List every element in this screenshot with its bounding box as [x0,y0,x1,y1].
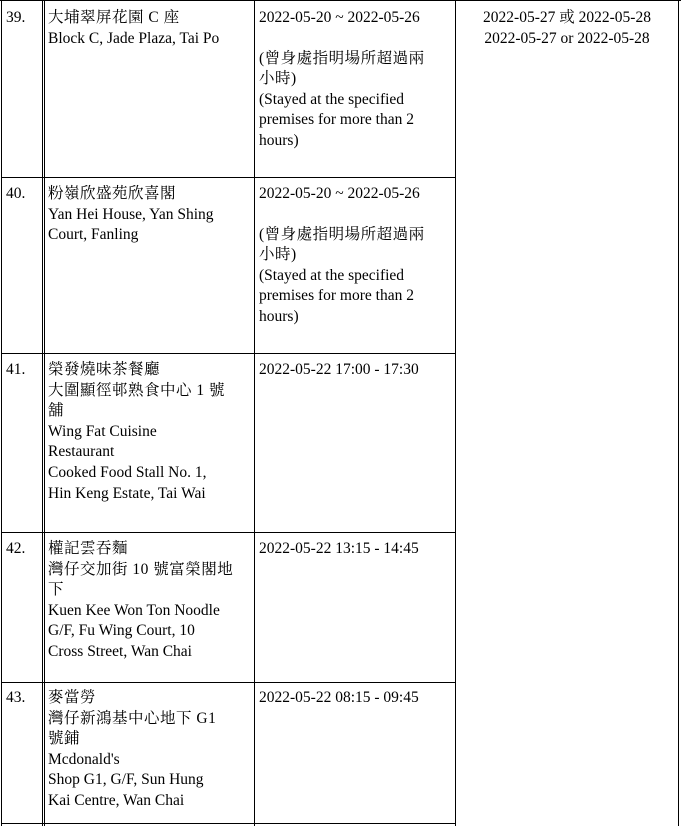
stay-note-en: premises for more than 2 [259,287,414,305]
location-name-zh: 大埔翠屏花園 C 座 [48,9,180,26]
location-name-zh: 榮發燒味茶餐廳 [48,361,161,378]
table-border-top [0,0,681,1]
location-cell [48,8,251,49]
location-name-en: Court, Fanling [48,226,139,244]
location-name-en: Wing Fat Cuisine [48,422,157,440]
location-address-zh: 大圍顯徑邨熟食中心 1 號 [48,381,226,399]
location-cell [48,539,251,663]
table-border-left [1,0,2,826]
location-name-en: Kuen Kee Won Ton Noodle [48,601,220,619]
visit-date: 2022-05-20 ~ 2022-05-26 [259,185,420,202]
location-name-zh: 麥當勞 [48,689,97,706]
row-number: 42. [6,540,26,557]
row-number: 43. [6,689,26,706]
stay-note-en: premises for more than 2 [259,111,414,129]
column-divider-number-2 [44,0,45,826]
location-name-en: Block C, Jade Plaza, Tai Po [48,29,220,47]
location-name-en: Restaurant [48,443,115,461]
stay-note-zh: (曾身處指明場所超過兩 [259,225,425,243]
test-date-en: 2022-05-27 or 2022-05-28 [484,29,650,47]
table-border-right [678,0,679,826]
location-address-en: Kai Centre, Wan Chai [48,791,185,809]
visit-date: 2022-05-20 ~ 2022-05-26 [259,9,420,26]
location-address-en: G/F, Fu Wing Court, 10 [48,622,195,640]
column-divider-number [42,0,43,826]
location-name-en: Yan Hei House, Yan Shing [48,205,214,223]
stay-note-zh: (曾身處指明場所超過兩 [259,49,425,67]
stay-note-en: hours) [259,307,299,325]
location-address-en: Cross Street, Wan Chai [48,642,192,660]
location-address-zh: 下 [48,581,65,599]
visit-date: 2022-05-22 08:15 - 09:45 [259,689,419,706]
location-address-en: Hin Keng Estate, Tai Wai [48,484,206,502]
location-name-zh: 粉嶺欣盛苑欣喜閣 [48,185,177,202]
stay-note-en: (Stayed at the specified [259,90,405,108]
row-divider [1,682,456,683]
visit-date: 2022-05-22 13:15 - 14:45 [259,540,419,557]
test-date-zh: 2022-05-27 或 2022-05-28 [483,9,651,26]
row-divider [1,532,456,533]
date-cell [259,360,453,381]
table-border-bottom [1,823,456,824]
location-address-en: Cooked Food Stall No. 1, [48,463,207,481]
row-divider [1,177,456,178]
row-number: 40. [6,185,26,202]
date-cell [259,688,453,709]
stay-note-zh: 小時) [259,246,297,264]
date-cell [259,539,453,560]
location-address-zh: 灣仔新鴻基中心地下 G1 [48,709,217,727]
location-address-zh: 舖 [48,402,65,420]
location-address-en: Shop G1, G/F, Sun Hung [48,771,204,789]
location-name-zh: 權記雲吞麵 [48,540,129,557]
stay-note-zh: 小時) [259,70,297,88]
location-address-zh: 號鋪 [48,730,81,748]
date-cell [259,8,453,152]
column-divider-location [254,0,255,826]
column-divider-date [455,0,456,826]
test-date-cell [459,8,675,49]
location-cell [48,360,251,504]
stay-note-en: hours) [259,131,299,149]
row-number: 41. [6,361,26,378]
location-cell [48,688,251,812]
stay-note-en: (Stayed at the specified [259,266,405,284]
location-cell [48,184,251,246]
row-divider [1,353,456,354]
location-name-en: Mcdonald's [48,750,120,768]
row-number: 39. [6,9,26,26]
date-cell [259,184,453,328]
visit-date: 2022-05-22 17:00 - 17:30 [259,361,419,378]
location-address-zh: 灣仔交加街 10 號富榮閣地 [48,560,234,578]
